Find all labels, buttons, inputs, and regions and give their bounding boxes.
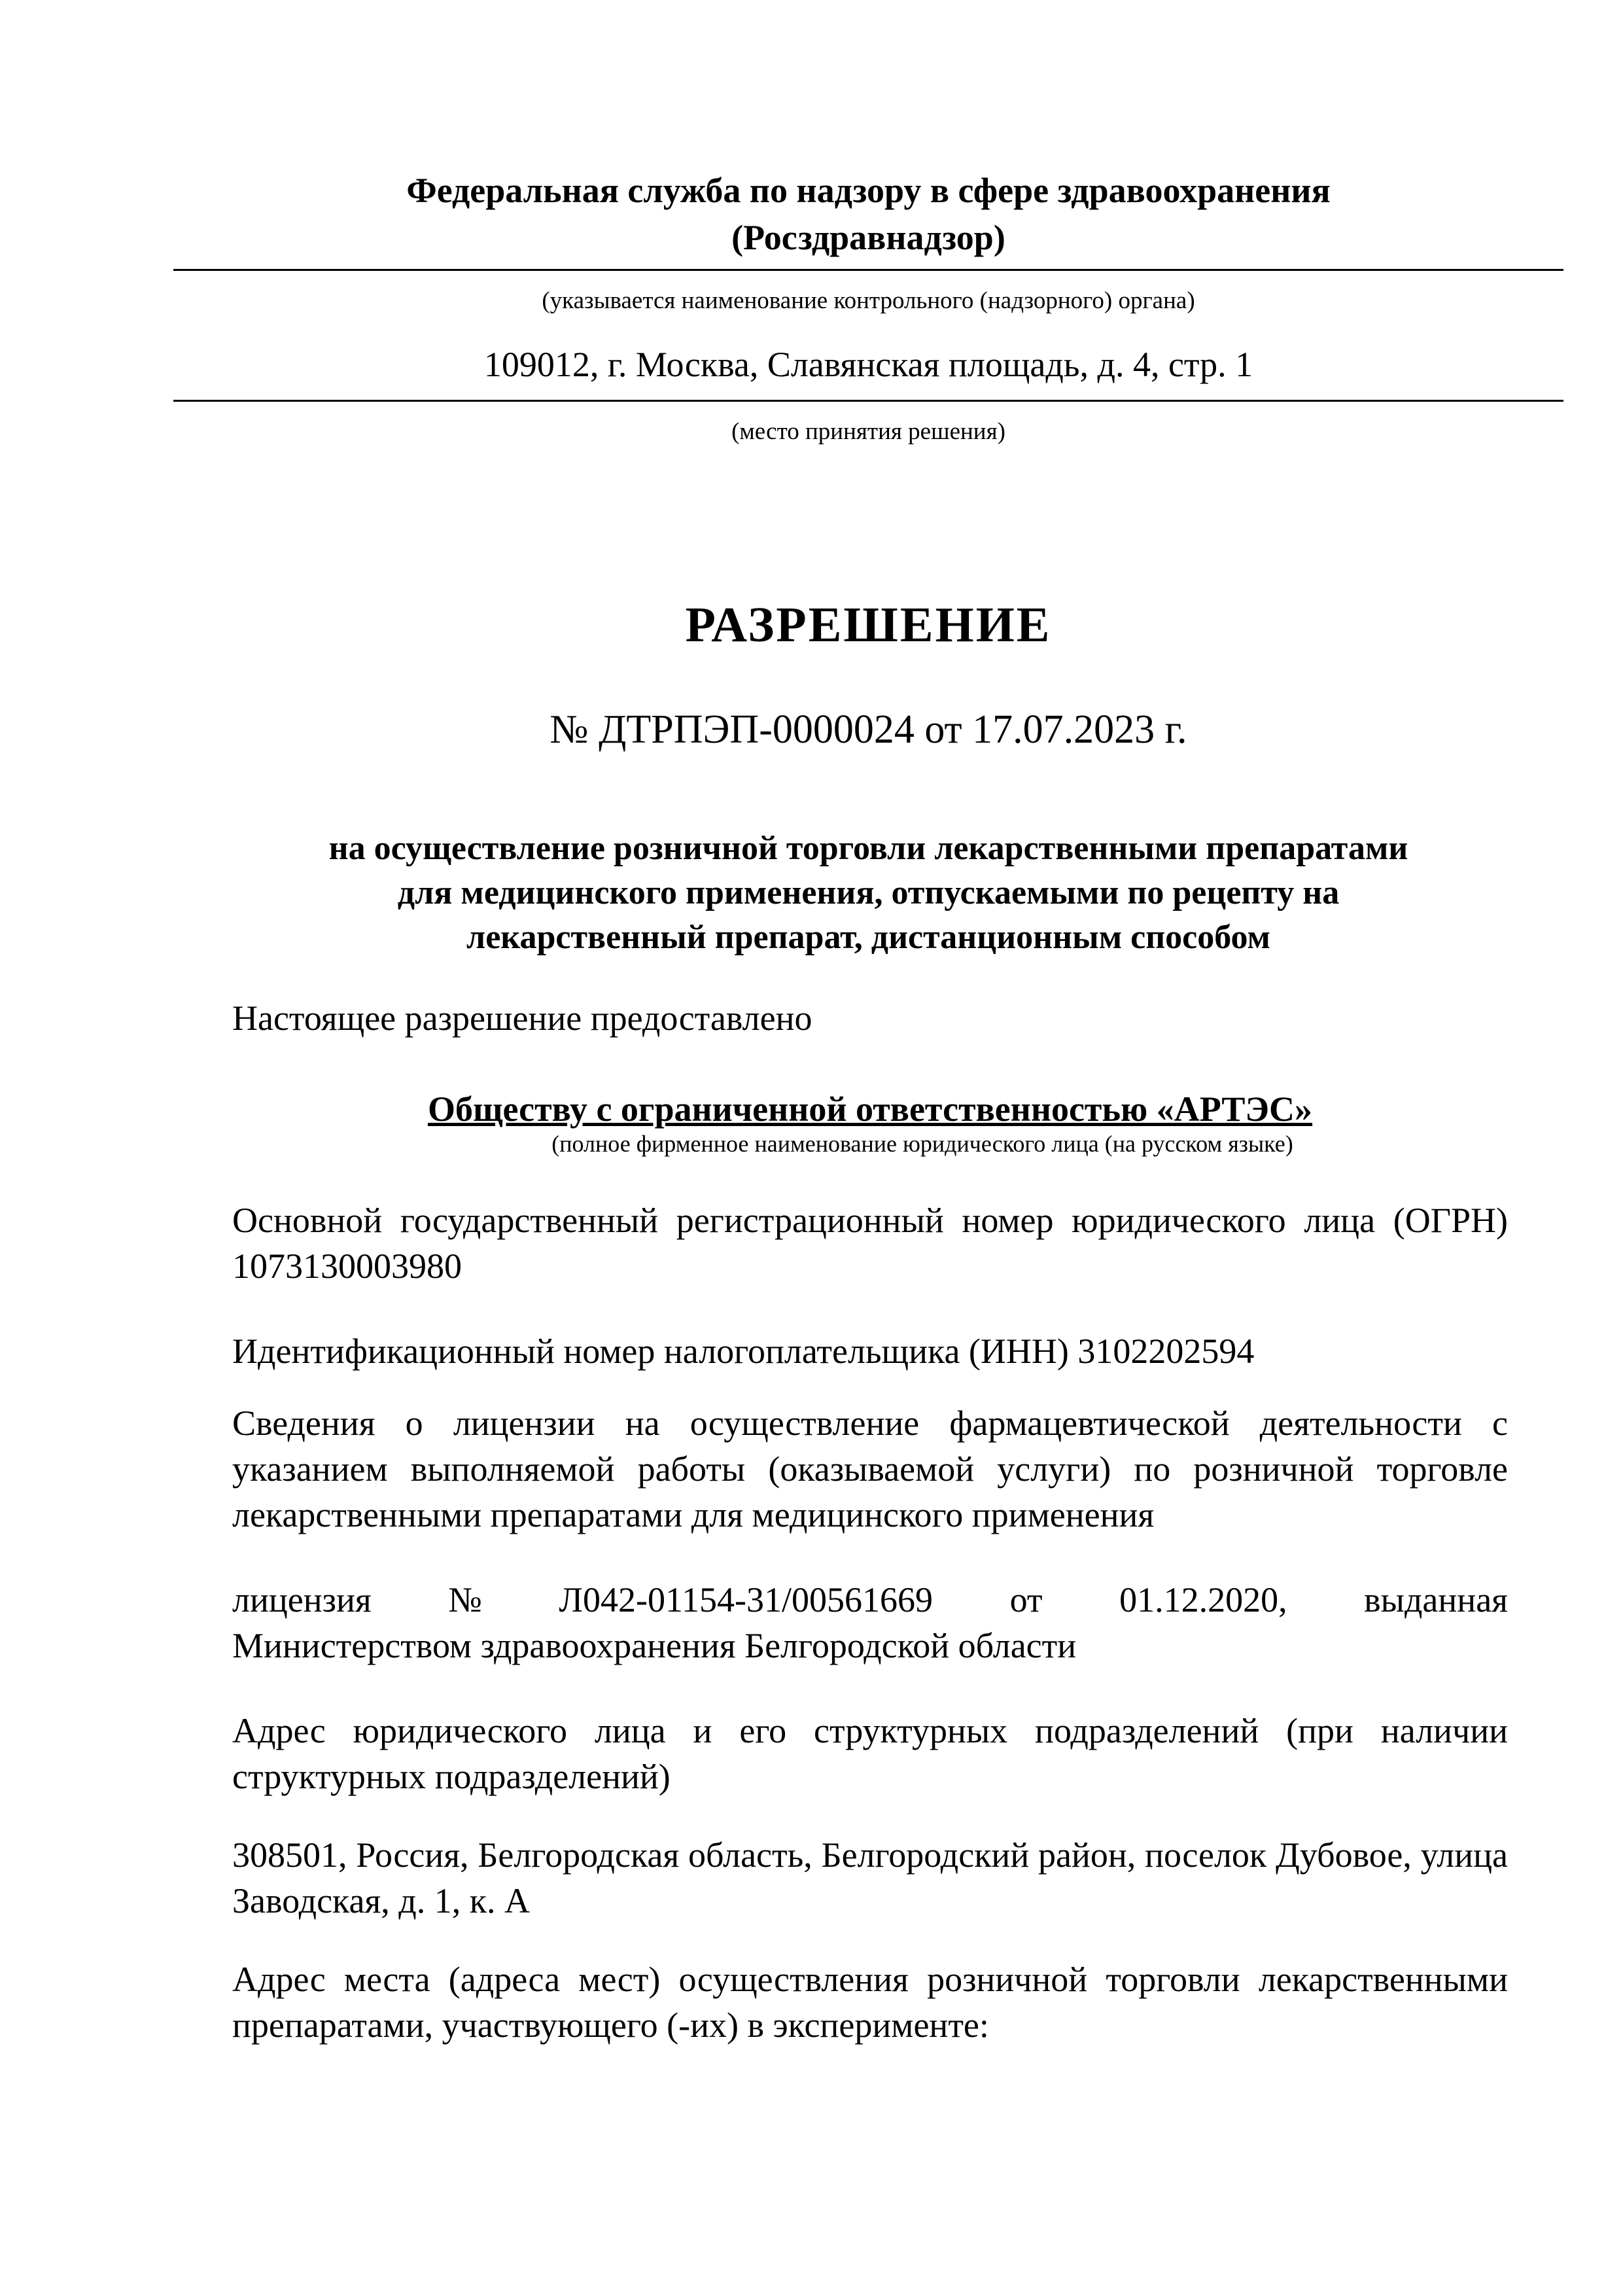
company-caption: (полное фирменное наименование юридического лица (на русском языке)	[551, 1131, 1293, 1157]
place-caption: (место принятия решения)	[731, 418, 1005, 445]
authority-line-1: Федеральная служба по надзору в сфере здравоохранения	[406, 171, 1331, 210]
address-label: Адрес юридического лица и его структурных подразделений (при наличии структурных подразделений)	[232, 1711, 1508, 1796]
license-issuer: Министерством здравоохранения Белгородской области	[232, 1626, 1077, 1665]
granted-to-label: Настоящее разрешение предоставлено	[232, 998, 812, 1038]
inn-paragraph: Идентификационный номер налогоплательщика (ИНН) 3102202594	[232, 1332, 1255, 1371]
document-purpose	[196, 826, 1541, 960]
authority-line-2: (Росздравнадзор)	[731, 218, 1005, 257]
place-underline	[173, 400, 1563, 402]
license-date: 01.12.2020,	[1119, 1580, 1287, 1619]
document-number: № ДТРПЭП-0000024 от 17.07.2023 г.	[550, 707, 1187, 752]
license-from: от	[1009, 1580, 1043, 1619]
purpose-line-2: для медицинского применения, отпускаемыми по рецепту на	[397, 874, 1340, 911]
document-title: РАЗРЕШЕНИЕ	[685, 597, 1052, 652]
license-issued: выданная	[1364, 1580, 1508, 1619]
ogrn-paragraph: Основной государственный регистрационный номер юридического лица (ОГРН) 1073130003980	[232, 1201, 1508, 1286]
license-number: Л042-01154-31/00561669	[559, 1580, 933, 1619]
purpose-line-3: лекарственный препарат, дистанционным способом	[466, 919, 1270, 956]
address-value: 308501, Россия, Белгородская область, Белгородский район, поселок Дубовое, улица Заводская, д. 1, к. А	[232, 1835, 1508, 1920]
decision-place: 109012, г. Москва, Славянская площадь, д. 4, стр. 1	[483, 345, 1253, 384]
authority-underline	[173, 269, 1563, 271]
license-word: лицензия	[232, 1580, 372, 1619]
purpose-line-1: на осуществление розничной торговли лекарственными препаратами	[328, 830, 1408, 867]
authority-name	[173, 167, 1563, 261]
license-info-paragraph: Сведения о лицензии на осуществление фармацевтической деятельности с указанием выполняемой работы (оказываемой услуги) по розничной торговле лекарственными препаратами для медицинского применения	[232, 1404, 1508, 1534]
trade-address-label: Адрес места (адреса мест) осуществления розничной торговли лекарственными препаратами, участвующего (-их) в эксперименте:	[232, 1960, 1508, 2045]
license-no-sign: №	[448, 1580, 482, 1619]
authority-caption: (указывается наименование контрольного (надзорного) органа)	[542, 287, 1195, 314]
license-row	[232, 1577, 1508, 1623]
company-name: Обществу с ограниченной ответственностью «АРТЭС»	[427, 1089, 1313, 1129]
